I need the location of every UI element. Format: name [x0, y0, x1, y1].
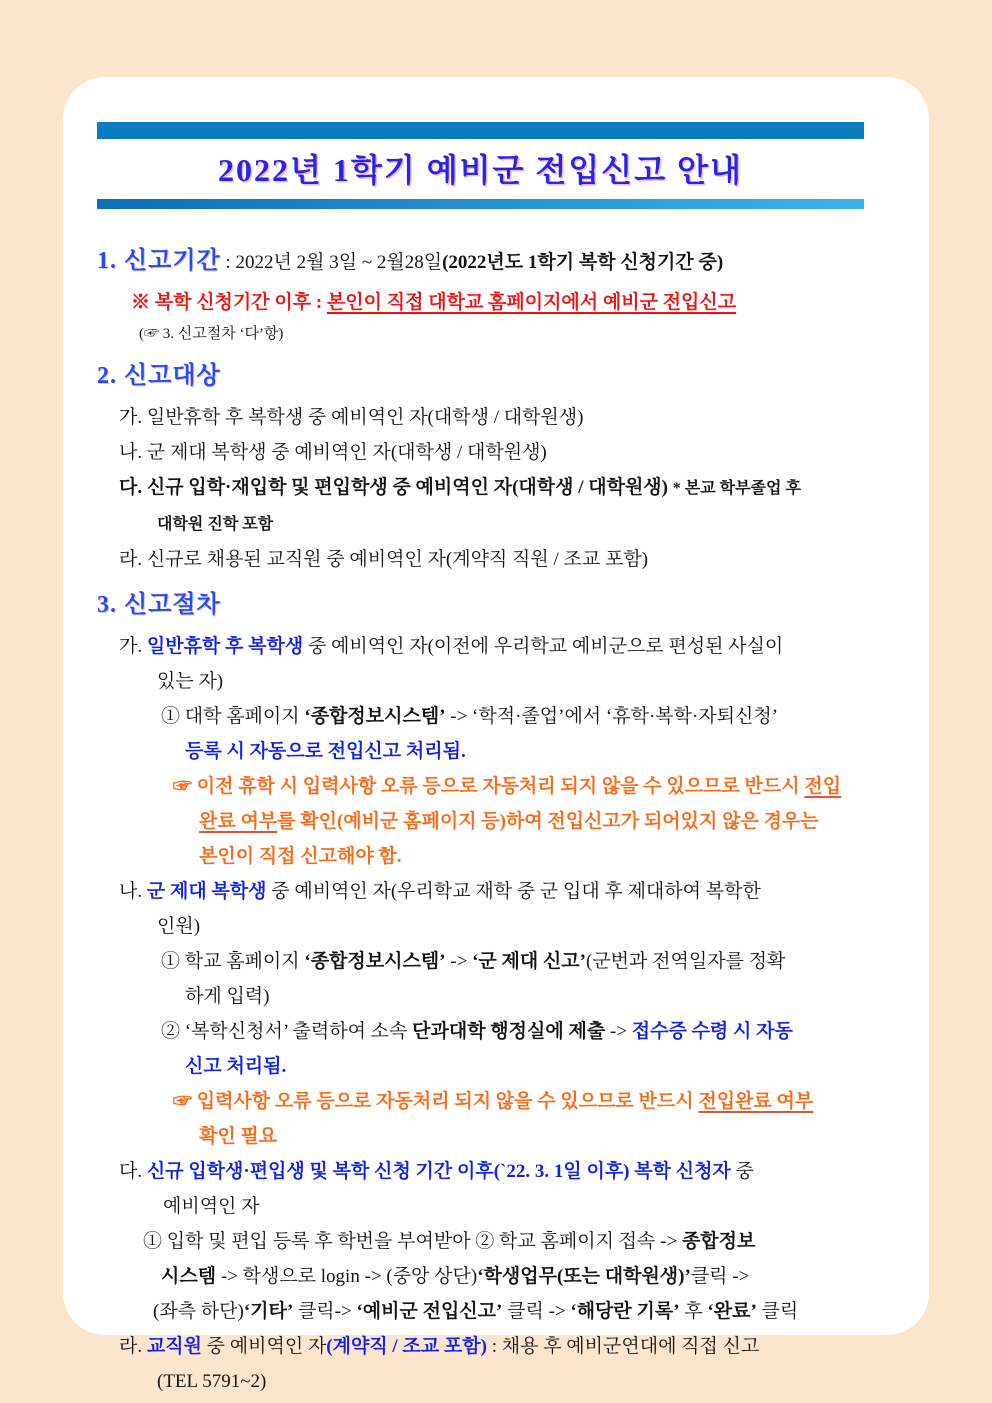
proc-da-step1-wrap1	[97, 1259, 895, 1294]
text-run: 교직원	[146, 1336, 202, 1357]
text-run: ※ 복학 신청기간 이후 :	[131, 292, 327, 313]
text-run: (2022년도 1학기 복학 신청기간 중)	[442, 252, 724, 273]
text-run: 3. 신고절차	[97, 592, 221, 618]
proc-ra	[97, 1329, 895, 1364]
text-run: * 본교 학부졸업 후	[672, 480, 801, 497]
text-run: -> 학생으로 login -> (중앙 상단)	[216, 1266, 478, 1287]
text-run: (☞ 3. 신고절차 ‘다’항)	[139, 326, 284, 342]
target-item-da	[97, 470, 895, 506]
text-run: 본인이 직접 대학교 홈페이지에서 예비군 전입신고	[326, 292, 737, 313]
proc-ga-step1	[97, 699, 895, 734]
text-run: ‘학생업무(또는 대학원생)’	[477, 1266, 691, 1287]
text-run: 군 제대 복학생	[146, 881, 267, 902]
text-run: ‘기타’	[243, 1301, 294, 1322]
proc-na-step2	[97, 1014, 895, 1049]
text-run: 2022년 2월 3일 ~ 2월28일	[235, 252, 443, 273]
text-run: ->	[605, 1021, 632, 1042]
proc-ga-wrap	[97, 664, 895, 699]
proc-ga-note-3	[97, 839, 895, 874]
text-run: (군번과 전역일자를 정확	[586, 951, 786, 972]
text-run: 전입	[804, 776, 842, 797]
text-run: 전입완료 여부	[698, 1091, 814, 1112]
text-run: 클릭 ->	[502, 1301, 571, 1322]
text-run: 를 확인(예비군 홈페이지 등)하여 전입신고가 되어있지 않은 경우는	[277, 811, 819, 832]
text-run: 하게 입력)	[185, 986, 270, 1007]
text-run: 다.	[119, 1161, 147, 1182]
text-run: 단과대학 행정실에 제출	[412, 1021, 606, 1042]
proc-da-wrap	[97, 1189, 895, 1224]
proc-da-step1	[97, 1224, 895, 1259]
target-item-ga	[97, 400, 895, 435]
target-item-na	[97, 435, 895, 470]
text-run: 나.	[119, 881, 147, 902]
text-run: 대학원 진학 포함	[157, 516, 274, 533]
proc-da-step1-wrap2	[97, 1294, 895, 1329]
text-run: ☞ 이전 휴학 시 입력사항 오류 등으로 자동처리 되지 않을 수 있으므로 반드시	[173, 776, 805, 797]
text-run: 시스템	[161, 1266, 217, 1287]
document-body	[97, 239, 895, 1399]
proc-na-wrap	[97, 909, 895, 944]
text-run: ‘완료’	[707, 1301, 757, 1322]
title-top-bar	[97, 122, 864, 139]
text-run: 중 예비역인 자(우리학교 재학 중 군 입대 후 제대하여 복학한	[266, 881, 761, 902]
text-run: 인원)	[157, 916, 201, 937]
proc-ra-wrap	[97, 1364, 895, 1399]
text-run: 일반휴학 후 복학생	[146, 636, 304, 657]
proc-ga-note-1	[97, 769, 895, 804]
section-2-heading	[97, 354, 895, 400]
notice-card	[63, 77, 929, 1392]
text-run: ‘종합정보시스템’	[304, 951, 446, 972]
text-run: 신규 입학생·편입생 및 복학 신청 기간 이후(`22. 3. 1일 이후) 복학 신청자	[146, 1161, 731, 1182]
target-item-da-wrap	[97, 506, 895, 542]
text-run: 2. 신고대상	[97, 363, 221, 389]
text-run: ① 학교 홈페이지	[161, 951, 305, 972]
text-run: 등록 시 자동으로 전입신고 처리됨.	[185, 741, 466, 762]
text-run: 라. 신규로 채용된 교직원 중 예비역인 자(계약직 직원 / 조교 포함)	[119, 549, 649, 570]
proc-na-note-1	[97, 1084, 895, 1119]
text-run: ☞ 입력사항 오류 등으로 자동처리 되지 않을 수 있으므로 반드시	[173, 1091, 699, 1112]
proc-ga-step1-wrap	[97, 734, 895, 769]
proc-na-note-2	[97, 1119, 895, 1154]
text-run: ‘해당란 기록’	[570, 1301, 680, 1322]
text-run: 클릭 ->	[690, 1266, 750, 1287]
text-run: 클릭	[756, 1301, 799, 1322]
text-run: 중 예비역인 자(이전에 우리학교 예비군으로 편성된 사실이	[303, 636, 784, 657]
text-run: ->	[445, 951, 473, 972]
section-3-heading	[97, 583, 895, 629]
text-run: ① 대학 홈페이지	[161, 706, 305, 727]
text-run: 완료 여부	[199, 811, 278, 832]
text-run: -> ‘학적·졸업’에서 ‘휴학·복학·자퇴신청’	[445, 706, 779, 727]
text-run: 다. 신규 입학·재입학 및 편입학생 중 예비역인 자(대학생 / 대학원생)	[119, 477, 673, 498]
text-run: 나. 군 제대 복학생 중 예비역인 자(대학생 / 대학원생)	[119, 442, 547, 463]
proc-ga-note-2	[97, 804, 895, 839]
proc-na-step1	[97, 944, 895, 979]
proc-ga	[97, 629, 895, 664]
period-red-note	[97, 285, 895, 320]
text-run: 본인이 직접 신고해야 함.	[199, 846, 402, 867]
text-run: (좌측 하단)	[153, 1301, 244, 1322]
text-run: 확인 필요	[199, 1126, 278, 1147]
text-run: 종합정보	[681, 1231, 756, 1252]
period-sub-note	[97, 320, 895, 348]
text-run: 라.	[119, 1336, 147, 1357]
title-gradient-bar	[97, 199, 864, 209]
proc-na	[97, 874, 895, 909]
text-run: :	[220, 252, 236, 273]
section-1-heading	[97, 239, 895, 285]
text-run: ‘종합정보시스템’	[304, 706, 446, 727]
text-run: 예비역인 자	[163, 1196, 260, 1217]
text-run: (TEL 5791~2)	[157, 1371, 267, 1392]
text-run: (계약직 / 조교 포함)	[326, 1336, 487, 1357]
proc-na-step2-wrap	[97, 1049, 895, 1084]
text-run: ‘예비군 전입신고’	[356, 1301, 503, 1322]
text-run: 있는 자)	[157, 671, 224, 692]
text-run: ‘군 제대 신고’	[472, 951, 586, 972]
target-item-ra	[97, 542, 895, 577]
proc-da	[97, 1154, 895, 1189]
text-run: 가.	[119, 636, 147, 657]
text-run: 신고 처리됨.	[185, 1056, 287, 1077]
text-run: 가. 일반휴학 후 복학생 중 예비역인 자(대학생 / 대학원생)	[119, 407, 584, 428]
text-run: 클릭->	[293, 1301, 357, 1322]
proc-na-step1-wrap	[97, 979, 895, 1014]
text-run: : 채용 후 예비군연대에 직접 신고	[486, 1336, 760, 1357]
text-run: 중 예비역인 자	[201, 1336, 327, 1357]
text-run: 1. 신고기간	[97, 248, 221, 274]
text-run: 중	[730, 1161, 754, 1182]
text-run: ① 입학 및 편입 등록 후 학번을 부여받아 ② 학교 홈페이지 접속 ->	[143, 1231, 682, 1252]
text-run: 접수증 수령 시 자동	[631, 1021, 793, 1042]
page-title: 2022년 1학기 예비군 전입신고 안내	[218, 152, 743, 188]
text-run: 후	[679, 1301, 708, 1322]
text-run: ② ‘복학신청서’ 출력하여 소속	[161, 1021, 413, 1042]
